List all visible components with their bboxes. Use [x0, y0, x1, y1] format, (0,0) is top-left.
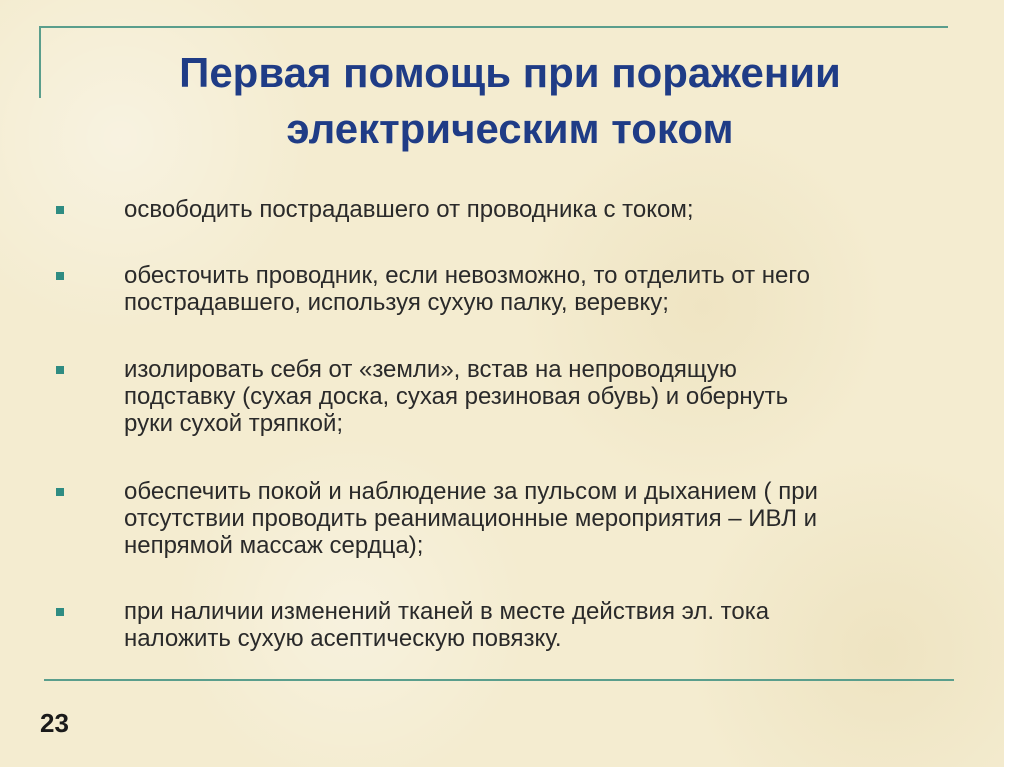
edge-strip: [1004, 0, 1024, 767]
bullet-text: [124, 598, 934, 652]
bullet-text-line: изолировать себя от «земли», встав на непроводящую: [124, 356, 737, 383]
bullet-square-icon: [56, 488, 64, 496]
bottom-rule-line: [44, 679, 954, 681]
slide-title-line: Первая помощь при поражении: [179, 49, 841, 96]
bullet-text: [124, 356, 934, 437]
bullet-text-line: руки сухой тряпкой;: [124, 410, 344, 437]
bullet-text-line: непрямой массаж сердца);: [124, 532, 424, 559]
bullet-text-line: подставку (сухая доска, сухая резиновая обувь) и обернуть: [124, 383, 789, 410]
slide-title-line: электрическим током: [286, 105, 734, 152]
bullet-text-line: пострадавшего, используя сухую палку, веревку;: [124, 289, 669, 316]
bullet-square-icon: [56, 608, 64, 616]
bullet-text: [124, 478, 934, 559]
bullet-square-icon: [56, 206, 64, 214]
bullet-text: [124, 262, 934, 316]
bullet-text-line: наложить сухую асептическую повязку.: [124, 625, 562, 652]
bullet-text-line: отсутствии проводить реанимационные мероприятия – ИВЛ и: [124, 505, 818, 532]
bullet-text-line: при наличии изменений тканей в месте действия эл. тока: [124, 598, 770, 625]
bullet-text: [124, 196, 934, 223]
bullet-text-line: обеспечить покой и наблюдение за пульсом и дыханием ( при: [124, 478, 818, 505]
bullet-text-line: обесточить проводник, если невозможно, то отделить от него: [124, 262, 810, 289]
bullet-square-icon: [56, 272, 64, 280]
page-number: 23: [40, 708, 69, 738]
bullet-square-icon: [56, 366, 64, 374]
bullet-text-line: освободить пострадавшего от проводника с током;: [124, 196, 694, 223]
